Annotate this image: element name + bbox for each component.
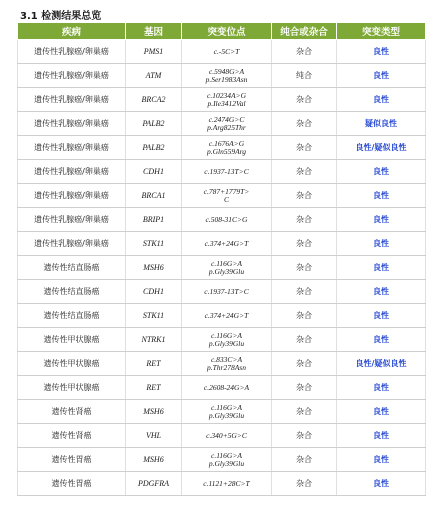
zygosity-cell: 杂合 bbox=[272, 160, 337, 184]
header-zygosity: 纯合或杂合 bbox=[272, 23, 337, 40]
mutation-type-cell: 良性 bbox=[337, 280, 426, 304]
mutation-type-cell: 良性 bbox=[337, 424, 426, 448]
disease-cell: 遗传性乳腺癌/卵巢癌 bbox=[18, 64, 126, 88]
gene-cell: STK11 bbox=[126, 304, 182, 328]
mutation-type-cell: 良性 bbox=[337, 232, 426, 256]
mutation-line: p.Gly39Glu bbox=[208, 458, 245, 468]
mutation-line: p.Gln559Arg bbox=[206, 146, 247, 156]
disease-cell: 遗传性乳腺癌/卵巢癌 bbox=[18, 88, 126, 112]
gene-cell: MSH6 bbox=[126, 400, 182, 424]
gene-cell: MSH6 bbox=[126, 256, 182, 280]
mutation-cell bbox=[182, 448, 272, 472]
mutation-line: p.Gly39Glu bbox=[208, 338, 245, 348]
table-row bbox=[18, 256, 426, 280]
table-body bbox=[18, 40, 426, 496]
mutation-line: c.10234A>G bbox=[206, 90, 246, 100]
mutation-type-cell: 良性 bbox=[337, 448, 426, 472]
gene-cell: CDH1 bbox=[126, 280, 182, 304]
mutation-type-cell: 良性 bbox=[337, 40, 426, 64]
table-row bbox=[18, 184, 426, 208]
mutation-type-cell: 良性/疑似良性 bbox=[337, 352, 426, 376]
mutation-cell bbox=[182, 352, 272, 376]
disease-cell: 遗传性乳腺癌/卵巢癌 bbox=[18, 232, 126, 256]
gene-cell: BRCA1 bbox=[126, 184, 182, 208]
mutation-line: c.374+24G>T bbox=[204, 238, 249, 248]
zygosity-cell: 杂合 bbox=[272, 448, 337, 472]
table-row bbox=[18, 424, 426, 448]
gene-cell: MSH6 bbox=[126, 448, 182, 472]
mutation-line: C bbox=[223, 194, 229, 204]
disease-cell: 遗传性甲状腺癌 bbox=[18, 352, 126, 376]
disease-cell: 遗传性肾癌 bbox=[18, 424, 126, 448]
zygosity-cell: 杂合 bbox=[272, 88, 337, 112]
disease-cell: 遗传性结直肠癌 bbox=[18, 256, 126, 280]
gene-cell: RET bbox=[126, 376, 182, 400]
gene-cell: STK11 bbox=[126, 232, 182, 256]
mutation-line: c.833C>A bbox=[210, 354, 243, 364]
gene-cell: PDGFRA bbox=[126, 472, 182, 496]
mutation-line: p.Gly39Glu bbox=[208, 266, 245, 276]
disease-cell: 遗传性甲状腺癌 bbox=[18, 328, 126, 352]
mutation-cell bbox=[182, 400, 272, 424]
zygosity-cell: 杂合 bbox=[272, 280, 337, 304]
mutation-type-cell: 良性 bbox=[337, 376, 426, 400]
mutation-line: c.1937-13T>C bbox=[204, 166, 249, 176]
mutation-cell bbox=[182, 328, 272, 352]
gene-cell: CDH1 bbox=[126, 160, 182, 184]
mutation-type-cell: 良性/疑似良性 bbox=[337, 136, 426, 160]
disease-cell: 遗传性乳腺癌/卵巢癌 bbox=[18, 136, 126, 160]
mutation-cell bbox=[182, 136, 272, 160]
gene-cell: BRIP1 bbox=[126, 208, 182, 232]
zygosity-cell: 杂合 bbox=[272, 40, 337, 64]
zygosity-cell: 杂合 bbox=[272, 400, 337, 424]
disease-cell: 遗传性乳腺癌/卵巢癌 bbox=[18, 40, 126, 64]
header-gene: 基因 bbox=[126, 23, 182, 40]
table-row bbox=[18, 472, 426, 496]
table-row bbox=[18, 232, 426, 256]
mutation-type-cell: 良性 bbox=[337, 256, 426, 280]
mutation-cell bbox=[182, 280, 272, 304]
gene-cell: VHL bbox=[126, 424, 182, 448]
zygosity-cell: 纯合 bbox=[272, 64, 337, 88]
disease-cell: 遗传性结直肠癌 bbox=[18, 280, 126, 304]
zygosity-cell: 杂合 bbox=[272, 184, 337, 208]
gene-cell: RET bbox=[126, 352, 182, 376]
mutation-line: c.1121+28C>T bbox=[203, 478, 250, 488]
table-row bbox=[18, 112, 426, 136]
header-mutation: 突变位点 bbox=[182, 23, 272, 40]
mutation-line: c.1937-13T>C bbox=[204, 286, 249, 296]
mutation-cell bbox=[182, 256, 272, 280]
table-row bbox=[18, 376, 426, 400]
disease-cell: 遗传性胃癌 bbox=[18, 448, 126, 472]
zygosity-cell: 杂合 bbox=[272, 208, 337, 232]
table-row bbox=[18, 328, 426, 352]
zygosity-cell: 杂合 bbox=[272, 376, 337, 400]
table-row bbox=[18, 136, 426, 160]
mutation-cell bbox=[182, 40, 272, 64]
gene-cell: PALB2 bbox=[126, 136, 182, 160]
disease-cell: 遗传性胃癌 bbox=[18, 472, 126, 496]
disease-cell: 遗传性结直肠癌 bbox=[18, 304, 126, 328]
mutation-line: c.374+24G>T bbox=[204, 310, 249, 320]
mutation-cell bbox=[182, 376, 272, 400]
table-row bbox=[18, 160, 426, 184]
mutation-line: p.Arg825Thr bbox=[207, 122, 246, 132]
mutation-cell bbox=[182, 112, 272, 136]
mutation-line: c.-5C>T bbox=[213, 46, 240, 56]
mutation-line: c.116G>A bbox=[211, 450, 242, 460]
zygosity-cell: 杂合 bbox=[272, 304, 337, 328]
zygosity-cell: 杂合 bbox=[272, 352, 337, 376]
zygosity-cell: 杂合 bbox=[272, 112, 337, 136]
zygosity-cell: 杂合 bbox=[272, 256, 337, 280]
mutation-type-cell: 良性 bbox=[337, 304, 426, 328]
mutation-line: p.Ile3412Val bbox=[207, 98, 246, 108]
results-table bbox=[17, 22, 426, 496]
disease-cell: 遗传性乳腺癌/卵巢癌 bbox=[18, 160, 126, 184]
zygosity-cell: 杂合 bbox=[272, 136, 337, 160]
zygosity-cell: 杂合 bbox=[272, 472, 337, 496]
mutation-cell bbox=[182, 208, 272, 232]
gene-cell: NTRK1 bbox=[126, 328, 182, 352]
table-row bbox=[18, 280, 426, 304]
zygosity-cell: 杂合 bbox=[272, 232, 337, 256]
table-header-row bbox=[18, 23, 426, 40]
mutation-line: c.116G>A bbox=[211, 330, 242, 340]
mutation-type-cell: 良性 bbox=[337, 208, 426, 232]
mutation-line: c.116G>A bbox=[211, 402, 242, 412]
gene-cell: PMS1 bbox=[126, 40, 182, 64]
mutation-line: c.787+1779T> bbox=[203, 186, 250, 196]
mutation-cell bbox=[182, 160, 272, 184]
mutation-type-cell: 疑似良性 bbox=[337, 112, 426, 136]
table-row bbox=[18, 400, 426, 424]
gene-cell: BRCA2 bbox=[126, 88, 182, 112]
table-row bbox=[18, 88, 426, 112]
mutation-type-cell: 良性 bbox=[337, 88, 426, 112]
mutation-line: c.1676A>G bbox=[208, 138, 245, 148]
table-row bbox=[18, 40, 426, 64]
mutation-type-cell: 良性 bbox=[337, 400, 426, 424]
disease-cell: 遗传性甲状腺癌 bbox=[18, 376, 126, 400]
mutation-line: p.Ser1983Asn bbox=[205, 74, 248, 84]
mutation-type-cell: 良性 bbox=[337, 64, 426, 88]
disease-cell: 遗传性乳腺癌/卵巢癌 bbox=[18, 112, 126, 136]
zygosity-cell: 杂合 bbox=[272, 328, 337, 352]
gene-cell: ATM bbox=[126, 64, 182, 88]
mutation-type-cell: 良性 bbox=[337, 160, 426, 184]
mutation-line: p.Gly39Glu bbox=[208, 410, 245, 420]
table-row bbox=[18, 352, 426, 376]
mutation-cell bbox=[182, 232, 272, 256]
header-mutation-type: 突变类型 bbox=[337, 23, 426, 40]
header-disease: 疾病 bbox=[18, 23, 126, 40]
mutation-line: c.116G>A bbox=[211, 258, 242, 268]
mutation-cell bbox=[182, 184, 272, 208]
disease-cell: 遗传性肾癌 bbox=[18, 400, 126, 424]
table-row bbox=[18, 208, 426, 232]
table-row bbox=[18, 64, 426, 88]
mutation-type-cell: 良性 bbox=[337, 184, 426, 208]
mutation-type-cell: 良性 bbox=[337, 472, 426, 496]
table-row bbox=[18, 448, 426, 472]
disease-cell: 遗传性乳腺癌/卵巢癌 bbox=[18, 208, 126, 232]
mutation-line: c.340+5G>C bbox=[206, 430, 247, 440]
mutation-line: c.5948G>A bbox=[208, 66, 245, 76]
gene-cell: PALB2 bbox=[126, 112, 182, 136]
mutation-cell bbox=[182, 424, 272, 448]
mutation-cell bbox=[182, 88, 272, 112]
mutation-line: p.Thr278Asn bbox=[207, 362, 246, 372]
section-title: 3.1 检测结果总览 bbox=[20, 11, 102, 22]
zygosity-cell: 杂合 bbox=[272, 424, 337, 448]
mutation-cell bbox=[182, 472, 272, 496]
mutation-cell bbox=[182, 304, 272, 328]
mutation-type-cell: 良性 bbox=[337, 328, 426, 352]
mutation-line: c.2474G>C bbox=[208, 114, 245, 124]
mutation-line: c.2608-24G>A bbox=[203, 382, 250, 392]
disease-cell: 遗传性乳腺癌/卵巢癌 bbox=[18, 184, 126, 208]
mutation-line: c.508-31C>G bbox=[205, 214, 248, 224]
mutation-cell bbox=[182, 64, 272, 88]
table-row bbox=[18, 304, 426, 328]
